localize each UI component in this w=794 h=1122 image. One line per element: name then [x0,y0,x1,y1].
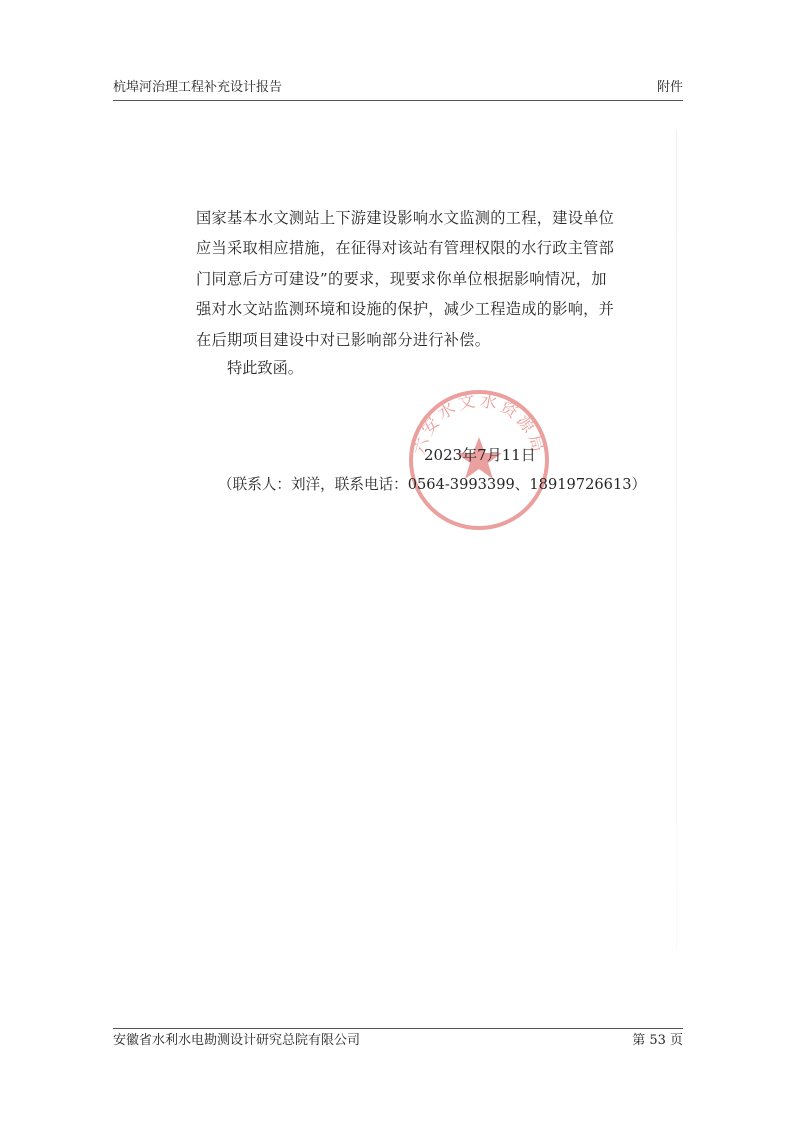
company-name: 安徽省水利水电勘测设计研究总院有限公司 [113,1033,361,1048]
body-line: 门同意后方可建设”的要求，现要求你单位根据影响情况，加 [196,269,607,288]
seal-text-path: 六安水文水资源局 [409,390,549,458]
closing-remark: 特此致函。 [227,359,303,377]
section-label: 附件 [656,80,683,95]
header-divider [113,100,683,101]
report-title: 杭埠河治理工程补充设计报告 [113,80,283,95]
footer-divider [113,1028,683,1029]
contact-info: （联系人：刘洋，联系电话：0564-3993399、18919726613） [218,476,647,493]
letter-body [196,203,615,355]
body-line: 国家基本水文测站上下游建设影响水文监测的工程，建设单位 [196,209,615,227]
body-line: 应当采取相应措施，在征得对该站有管理权限的水行政主管部 [196,239,615,258]
body-line: 强对水文站监测环境和设施的保护，减少工程造成的影响，并 [196,300,615,319]
body-line: 在后期项目建设中对已影响部分进行补偿。 [196,330,491,349]
page-header [113,78,683,100]
page-footer [113,1031,683,1053]
page-number: 第 53 页 [632,1033,683,1048]
letter-date: 2023年7月11日 [424,446,536,464]
scan-shadow [676,130,677,950]
